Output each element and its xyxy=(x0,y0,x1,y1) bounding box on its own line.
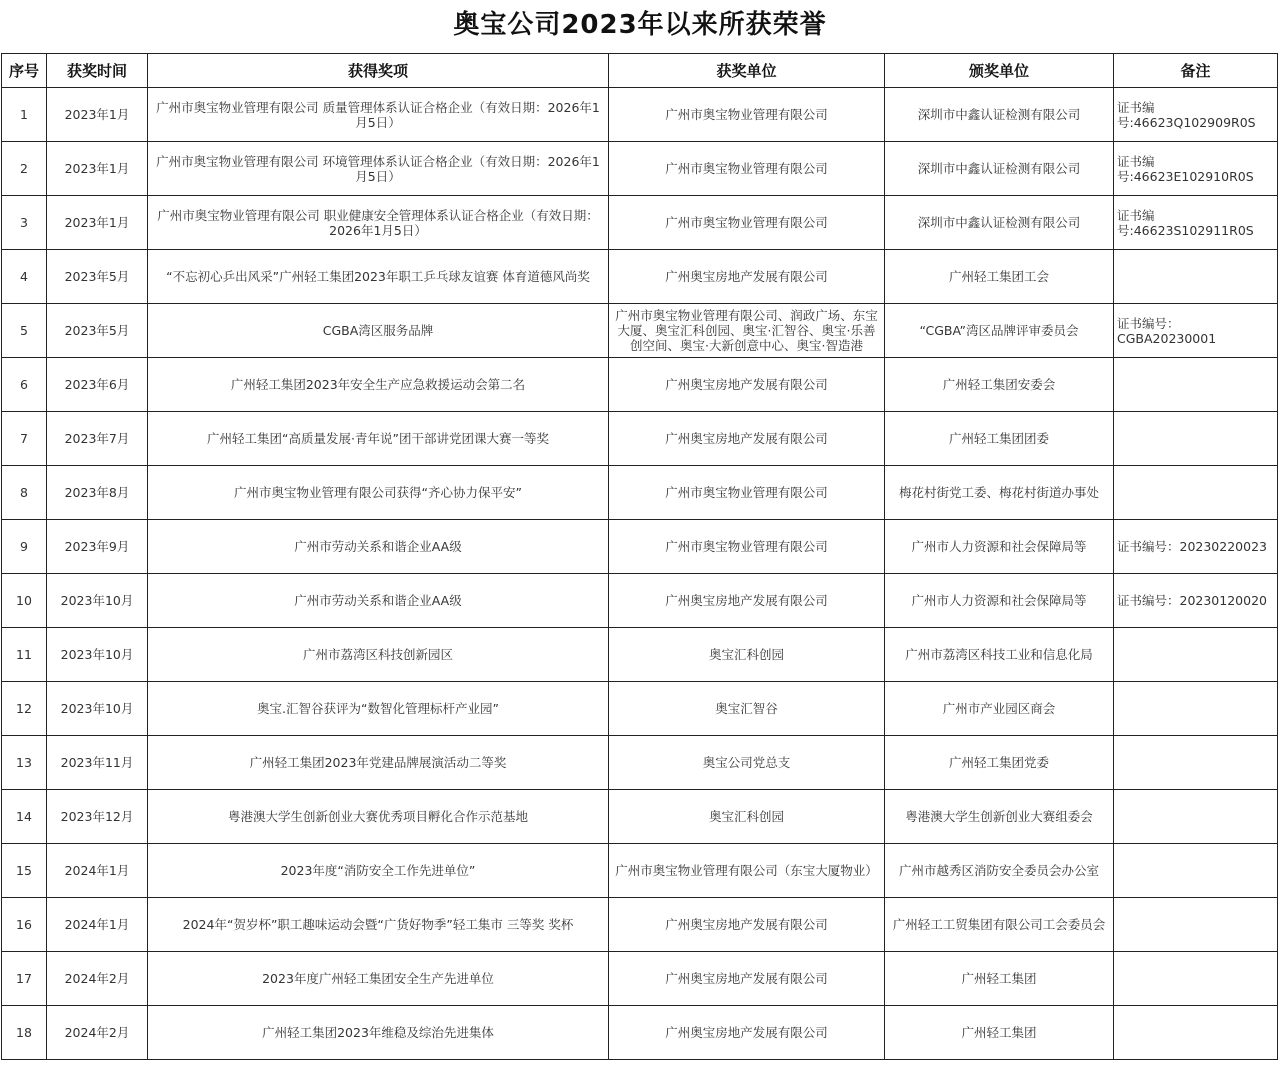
cell-note: 证书编号:46623Q102909R0S xyxy=(1114,88,1278,142)
cell-note xyxy=(1114,1006,1278,1060)
cell-date: 2024年2月 xyxy=(47,952,148,1006)
cell-note xyxy=(1114,412,1278,466)
table-row xyxy=(2,574,1278,628)
cell-issuer: 梅花村街党工委、梅花村街道办事处 xyxy=(885,466,1114,520)
cell-note xyxy=(1114,736,1278,790)
table-row xyxy=(2,736,1278,790)
cell-award: 广州轻工集团2023年党建品牌展演活动二等奖 xyxy=(148,736,609,790)
cell-award: 奥宝.汇智谷获评为“数智化管理标杆产业园” xyxy=(148,682,609,736)
cell-award: 广州市奥宝物业管理有限公司 环境管理体系认证合格企业（有效日期：2026年1月5日） xyxy=(148,142,609,196)
table-row xyxy=(2,412,1278,466)
table-row xyxy=(2,250,1278,304)
table-row xyxy=(2,358,1278,412)
table-row xyxy=(2,790,1278,844)
cell-issuer: 广州市越秀区消防安全委员会办公室 xyxy=(885,844,1114,898)
cell-note xyxy=(1114,844,1278,898)
column-header-issuer: 颁奖单位 xyxy=(885,54,1114,88)
cell-date: 2024年2月 xyxy=(47,1006,148,1060)
cell-no: 16 xyxy=(2,898,47,952)
cell-issuer: 粤港澳大学生创新创业大赛组委会 xyxy=(885,790,1114,844)
cell-note: 证书编号:46623E102910R0S xyxy=(1114,142,1278,196)
table-row xyxy=(2,88,1278,142)
cell-note xyxy=(1114,682,1278,736)
cell-note xyxy=(1114,628,1278,682)
cell-date: 2023年10月 xyxy=(47,682,148,736)
cell-no: 11 xyxy=(2,628,47,682)
cell-award: 广州市奥宝物业管理有限公司 职业健康安全管理体系认证合格企业（有效日期：2026年1月5日） xyxy=(148,196,609,250)
cell-winner: 奥宝公司党总支 xyxy=(609,736,885,790)
cell-award: 2024年“贺岁杯”职工趣味运动会暨“广货好物季”轻工集市 三等奖 奖杯 xyxy=(148,898,609,952)
cell-winner: 广州奥宝房地产发展有限公司 xyxy=(609,358,885,412)
cell-no: 14 xyxy=(2,790,47,844)
cell-award: 粤港澳大学生创新创业大赛优秀项目孵化合作示范基地 xyxy=(148,790,609,844)
cell-date: 2023年11月 xyxy=(47,736,148,790)
cell-winner: 广州市奥宝物业管理有限公司 xyxy=(609,142,885,196)
cell-date: 2023年9月 xyxy=(47,520,148,574)
cell-award: 广州轻工集团2023年维稳及综治先进集体 xyxy=(148,1006,609,1060)
cell-issuer: 广州轻工集团工会 xyxy=(885,250,1114,304)
cell-winner: 奥宝汇科创园 xyxy=(609,790,885,844)
awards-table-body xyxy=(2,88,1278,1060)
cell-award: 2023年度广州轻工集团安全生产先进单位 xyxy=(148,952,609,1006)
table-row xyxy=(2,898,1278,952)
cell-issuer: 广州轻工集团安委会 xyxy=(885,358,1114,412)
cell-date: 2023年8月 xyxy=(47,466,148,520)
cell-award: 广州轻工集团“高质量发展·青年说”团干部讲党团课大赛一等奖 xyxy=(148,412,609,466)
cell-award: “不忘初心乒出风采”广州轻工集团2023年职工乒乓球友谊赛 体育道德风尚奖 xyxy=(148,250,609,304)
cell-note xyxy=(1114,952,1278,1006)
cell-award: CGBA湾区服务品牌 xyxy=(148,304,609,358)
cell-date: 2024年1月 xyxy=(47,898,148,952)
cell-issuer: 广州轻工集团 xyxy=(885,952,1114,1006)
table-header-row xyxy=(2,54,1278,88)
cell-issuer: 深圳市中鑫认证检测有限公司 xyxy=(885,196,1114,250)
cell-no: 13 xyxy=(2,736,47,790)
cell-winner: 广州奥宝房地产发展有限公司 xyxy=(609,574,885,628)
column-header-award: 获得奖项 xyxy=(148,54,609,88)
cell-issuer: 广州轻工集团党委 xyxy=(885,736,1114,790)
table-row xyxy=(2,844,1278,898)
cell-winner: 广州市奥宝物业管理有限公司 xyxy=(609,196,885,250)
cell-winner: 广州奥宝房地产发展有限公司 xyxy=(609,898,885,952)
cell-no: 10 xyxy=(2,574,47,628)
cell-winner: 广州奥宝房地产发展有限公司 xyxy=(609,1006,885,1060)
cell-winner: 广州市奥宝物业管理有限公司 xyxy=(609,466,885,520)
page-title: 奥宝公司2023年以来所获荣誉 xyxy=(453,10,827,40)
cell-award: 广州轻工集团2023年安全生产应急救援运动会第二名 xyxy=(148,358,609,412)
cell-winner: 广州奥宝房地产发展有限公司 xyxy=(609,412,885,466)
cell-note xyxy=(1114,898,1278,952)
cell-no: 3 xyxy=(2,196,47,250)
cell-note: 证书编号:46623S102911R0S xyxy=(1114,196,1278,250)
cell-date: 2023年7月 xyxy=(47,412,148,466)
table-row xyxy=(2,628,1278,682)
table-row xyxy=(2,142,1278,196)
table-row xyxy=(2,466,1278,520)
table-row xyxy=(2,196,1278,250)
table-row xyxy=(2,1006,1278,1060)
cell-issuer: 广州轻工集团团委 xyxy=(885,412,1114,466)
table-row xyxy=(2,952,1278,1006)
cell-date: 2023年10月 xyxy=(47,574,148,628)
cell-winner: 奥宝汇科创园 xyxy=(609,628,885,682)
cell-note: 证书编号：20230120020 xyxy=(1114,574,1278,628)
cell-no: 17 xyxy=(2,952,47,1006)
cell-winner: 奥宝汇智谷 xyxy=(609,682,885,736)
cell-issuer: 广州市荔湾区科技工业和信息化局 xyxy=(885,628,1114,682)
cell-no: 6 xyxy=(2,358,47,412)
cell-note xyxy=(1114,358,1278,412)
column-header-note: 备注 xyxy=(1114,54,1278,88)
cell-award: 2023年度“消防安全工作先进单位” xyxy=(148,844,609,898)
cell-issuer: 广州轻工工贸集团有限公司工会委员会 xyxy=(885,898,1114,952)
cell-winner: 广州市奥宝物业管理有限公司、润政广场、东宝大厦、奥宝汇科创园、奥宝·汇智谷、奥宝·乐善创空间、奥宝·大新创意中心、奥宝·智造港 xyxy=(609,304,885,358)
cell-winner: 广州市奥宝物业管理有限公司（东宝大厦物业） xyxy=(609,844,885,898)
cell-no: 12 xyxy=(2,682,47,736)
cell-no: 7 xyxy=(2,412,47,466)
cell-no: 5 xyxy=(2,304,47,358)
cell-date: 2023年5月 xyxy=(47,250,148,304)
awards-table xyxy=(1,53,1278,1060)
cell-no: 4 xyxy=(2,250,47,304)
cell-note: 证书编号：20230220023 xyxy=(1114,520,1278,574)
cell-date: 2023年1月 xyxy=(47,142,148,196)
cell-no: 9 xyxy=(2,520,47,574)
cell-no: 1 xyxy=(2,88,47,142)
cell-issuer: 广州轻工集团 xyxy=(885,1006,1114,1060)
cell-award: 广州市奥宝物业管理有限公司 质量管理体系认证合格企业（有效日期：2026年1月5日） xyxy=(148,88,609,142)
cell-date: 2023年10月 xyxy=(47,628,148,682)
table-row xyxy=(2,682,1278,736)
cell-award: 广州市劳动关系和谐企业AA级 xyxy=(148,574,609,628)
cell-winner: 广州市奥宝物业管理有限公司 xyxy=(609,88,885,142)
cell-issuer: 广州市产业园区商会 xyxy=(885,682,1114,736)
cell-note xyxy=(1114,790,1278,844)
column-header-no: 序号 xyxy=(2,54,47,88)
table-row xyxy=(2,520,1278,574)
cell-no: 15 xyxy=(2,844,47,898)
cell-date: 2023年1月 xyxy=(47,196,148,250)
cell-issuer: 深圳市中鑫认证检测有限公司 xyxy=(885,142,1114,196)
cell-award: 广州市荔湾区科技创新园区 xyxy=(148,628,609,682)
cell-date: 2023年5月 xyxy=(47,304,148,358)
cell-issuer: 广州市人力资源和社会保障局等 xyxy=(885,520,1114,574)
cell-note xyxy=(1114,466,1278,520)
cell-no: 8 xyxy=(2,466,47,520)
cell-date: 2023年1月 xyxy=(47,88,148,142)
cell-note xyxy=(1114,250,1278,304)
cell-winner: 广州市奥宝物业管理有限公司 xyxy=(609,520,885,574)
cell-issuer: 广州市人力资源和社会保障局等 xyxy=(885,574,1114,628)
cell-award: 广州市奥宝物业管理有限公司获得“齐心协力保平安” xyxy=(148,466,609,520)
cell-issuer: 深圳市中鑫认证检测有限公司 xyxy=(885,88,1114,142)
cell-date: 2023年12月 xyxy=(47,790,148,844)
column-header-winner: 获奖单位 xyxy=(609,54,885,88)
cell-winner: 广州奥宝房地产发展有限公司 xyxy=(609,952,885,1006)
cell-issuer: “CGBA”湾区品牌评审委员会 xyxy=(885,304,1114,358)
cell-no: 2 xyxy=(2,142,47,196)
cell-award: 广州市劳动关系和谐企业AA级 xyxy=(148,520,609,574)
cell-note: 证书编号：CGBA20230001 xyxy=(1114,304,1278,358)
table-row xyxy=(2,304,1278,358)
cell-date: 2023年6月 xyxy=(47,358,148,412)
cell-winner: 广州奥宝房地产发展有限公司 xyxy=(609,250,885,304)
cell-no: 18 xyxy=(2,1006,47,1060)
column-header-date: 获奖时间 xyxy=(47,54,148,88)
cell-date: 2024年1月 xyxy=(47,844,148,898)
